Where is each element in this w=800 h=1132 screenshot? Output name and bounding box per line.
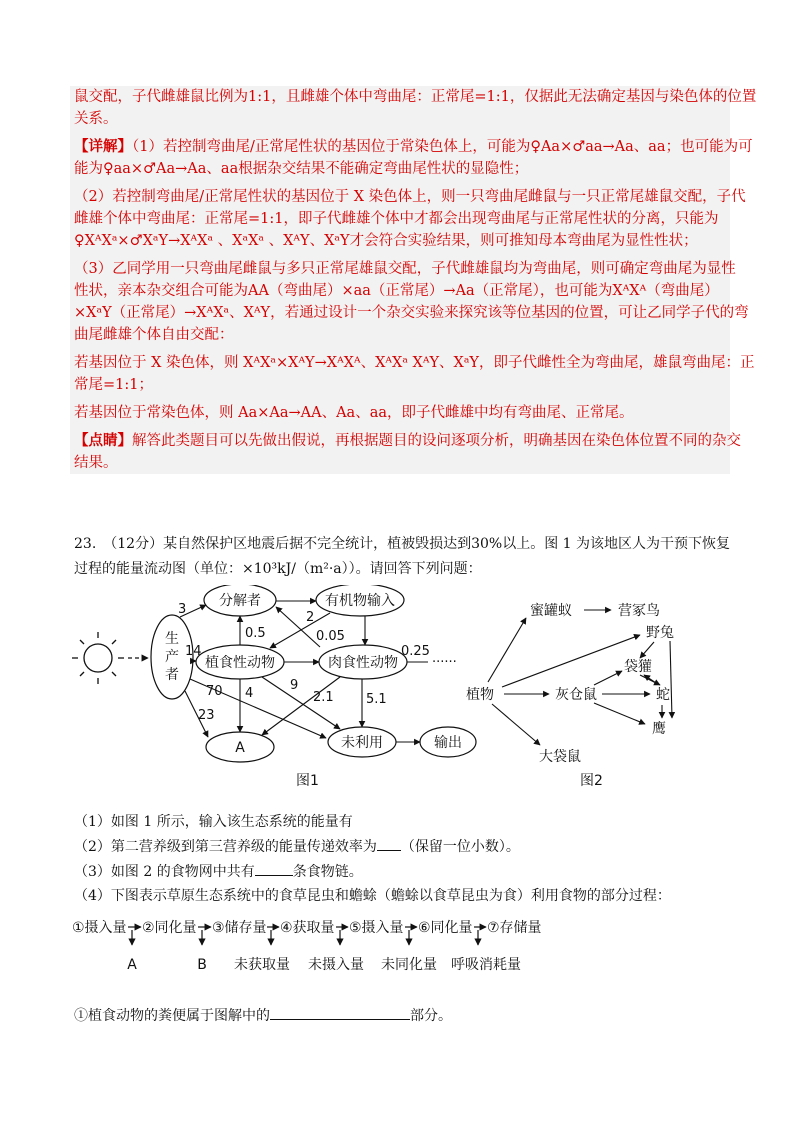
answer-line: 雌雄个体中弯曲尾：正常尾=1:1，即子代雌雄个体中才都会出现弯曲尾与正常尾性状的分离，只能为 <box>74 211 719 227</box>
answer-line: 关系。 <box>74 111 118 127</box>
flow-output-3: 未获取量 <box>234 957 290 973</box>
flow-step-2: ②同化量 <box>142 920 197 936</box>
value-prod-to-a: 23 <box>198 708 215 723</box>
figure2-arrows <box>488 610 672 745</box>
flow-diagram <box>0 912 800 982</box>
answer-line: 鼠交配，子代雌雄鼠比例为1:1，且雌雄个体中弯曲尾：正常尾=1:1，仅据此无法确定基因与染色体的位置 <box>74 89 757 105</box>
answer-explanation <box>70 86 757 474</box>
species-big-rat: 大袋鼠 <box>539 749 581 765</box>
value-herb-to-decomp: 0.5 <box>245 626 266 641</box>
producer-label-2: 产 <box>165 649 179 665</box>
value-carn-out: 0.25 <box>401 644 430 659</box>
answer-blank[interactable] <box>255 861 293 876</box>
species-hare: 野兔 <box>646 625 674 641</box>
flow-step-4: ④获取量 <box>280 920 335 936</box>
value-carn-to-a: 2.1 <box>313 690 334 705</box>
figure1-caption: 图1 <box>296 773 319 789</box>
species-honey-ant: 蜜罐蚁 <box>530 603 572 619</box>
figure1-arrows <box>180 601 428 742</box>
flow-step-7: ⑦存储量 <box>487 920 542 936</box>
organic-input-label: 有机物输入 <box>325 593 395 609</box>
question-4: （4）下图表示草原生态系统中的食草昆虫和蟾蜍（蟾蜍以食草昆虫为食）利用食物的部分过程： <box>74 888 671 904</box>
answer-line: （3）乙同学用一只弯曲尾雌鼠与多只正常尾雄鼠交配，子代雌雄鼠均为弯曲尾，则可确定弯曲尾为显性 <box>74 261 736 277</box>
carnivore-out-dots: ······ <box>432 655 457 670</box>
answer-blank[interactable] <box>377 836 401 851</box>
flow-step-3: ③储存量 <box>212 920 267 936</box>
flow-output-4: 未摄入量 <box>308 957 364 973</box>
flow-output-5: 未同化量 <box>381 957 437 973</box>
answer-line: 若基因位于 X 染色体，则 XᴬXᵃ×XᴬY→XᴬXᴬ、XᴬXᵃ XᴬY、XᵃY，即子代雌性全为弯曲尾，雄鼠弯曲尾：正 <box>74 355 755 371</box>
answer-line: ×XᵃY（正常尾）→XᴬXᵃ、XᴬY，若通过设计一个杂交实验来探究该等位基因的位置，可让乙同学子代的弯 <box>74 305 749 321</box>
sun-icon <box>72 632 124 684</box>
question-1: （1）如图 1 所示，输入该生态系统的能量有 <box>74 814 353 830</box>
question-intro: 过程的能量流动图（单位：×10³kJ/（m²·a））。请回答下列问题： <box>74 561 482 577</box>
output-label: 输出 <box>434 735 462 751</box>
answer-line: 性状，亲本杂交组合可能为AA（弯曲尾）×aa（正常尾）→Aa（正常尾），也可能为XᴬXᴬ（弯曲尾） <box>74 283 719 299</box>
tip-tag: 【点睛】 <box>74 432 132 449</box>
species-eagle: 鹰 <box>652 721 666 737</box>
figures <box>0 585 800 815</box>
value-herb-to-a: 4 <box>245 686 254 701</box>
question-intro: 23. （12分）某自然保护区地震后据不完全统计，植被毁损达到30%以上。图 1 为该地区人为干预下恢复 <box>74 536 731 552</box>
producer-label-3: 者 <box>165 667 179 683</box>
decomposer-label: 分解者 <box>219 593 261 609</box>
value-prod-to-herb: 14 <box>185 644 202 659</box>
question-3: （3）如图 2 的食物网中共有 条食物链。 <box>74 861 363 882</box>
producer-label-1: 生 <box>165 631 179 647</box>
answer-line: 常尾=1:1； <box>74 377 153 393</box>
value-herb-to-unused: 9 <box>290 678 299 693</box>
value-prod-to-unused: 70 <box>206 684 223 699</box>
unused-label: 未利用 <box>341 735 383 751</box>
detail-tag: 【详解】 <box>74 138 132 155</box>
answer-line: 【点睛】解答此类题目可以先做出假说，再根据题目的设问逐项分析，明确基因在染色体位置不同的杂交 <box>74 432 741 449</box>
answer-line: （2）若控制弯曲尾/正常尾性状的基因位于 X 染色体上，则一只弯曲尾雌鼠与一只正常尾雄鼠交配，子代 <box>74 189 746 205</box>
flow-step-5: ⑤摄入量 <box>349 920 404 936</box>
flow-step-1: ①摄入量 <box>72 920 127 936</box>
flow-output-b: B <box>197 957 207 973</box>
species-snake: 蛇 <box>656 687 670 703</box>
herbivore-label: 植食性动物 <box>205 655 275 671</box>
a-label: A <box>235 740 245 756</box>
flow-output-a: A <box>127 957 137 973</box>
answer-line: 【详解】（1）若控制弯曲尾/正常尾性状的基因位于常染色体上，可能为♀Aa×♂aa→Aa、aa；也可能为可 <box>74 138 753 155</box>
answer-line: 曲尾雌雄个体自由交配： <box>74 327 234 343</box>
value-prod-to-decomp: 3 <box>178 602 187 617</box>
flow-output-6: 呼吸消耗量 <box>451 957 521 973</box>
question-2: （2）第二营养级到第三营养级的能量传递效率为 （保留一位小数）。 <box>74 836 520 857</box>
value-carn-to-decomp: 0.05 <box>316 629 345 644</box>
figure2-caption: 图2 <box>580 773 603 789</box>
species-grass-bird: 营冢鸟 <box>618 603 660 619</box>
species-plant: 植物 <box>466 687 494 703</box>
carnivore-label: 肉食性动物 <box>328 655 398 671</box>
value-input-to-herb: 2 <box>306 610 315 625</box>
species-bandicoot: 袋獾 <box>624 659 652 675</box>
answer-blank[interactable] <box>270 1005 410 1020</box>
answer-line: 能为♀aa×♂Aa→Aa、aa根据杂交结果不能确定弯曲尾性状的显隐性； <box>74 161 529 177</box>
value-carn-to-unused: 5.1 <box>366 692 387 707</box>
species-gray-rat: 灰仓鼠 <box>555 687 597 703</box>
flow-step-6: ⑥同化量 <box>418 920 473 936</box>
answer-line: 若基因位于常染色体，则 Aa×Aa→AA、Aa、aa，即子代雌雄中均有弯曲尾、正常尾。 <box>74 405 634 421</box>
answer-line: 结果。 <box>74 455 118 471</box>
answer-line: ♀XᴬXᵃ×♂XᵃY→XᴬXᵃ 、XᵃXᵃ 、XᴬY、XᵃY才会符合实验结果，则可推知母本弯曲尾为显性性状； <box>74 233 698 249</box>
question-4-sub: ①植食动物的粪便属于图解中的 部分。 <box>74 1005 452 1026</box>
